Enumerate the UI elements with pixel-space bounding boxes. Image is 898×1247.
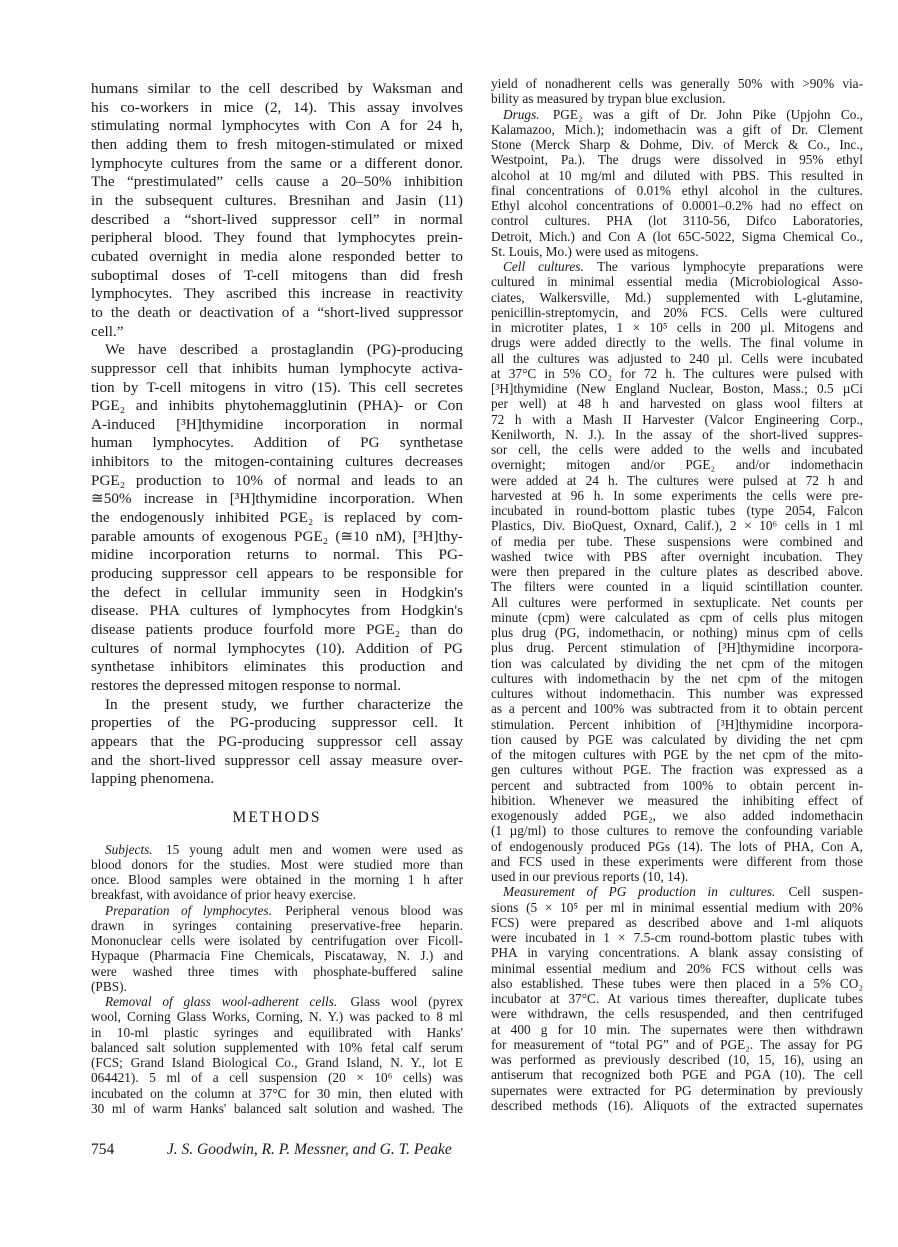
text-line: blood donors for the studies. Most were studied more than — [91, 856, 463, 872]
text-line: also established. These tubes were then placed in a 5% CO₂ — [491, 975, 863, 991]
text-line: midine incorporation returns to normal. This PG- — [91, 546, 463, 564]
text-line: cubated overnight in media alone responded better to — [91, 247, 463, 265]
text-line: overnight; mitogen and/or PGE₂ and/or indomethacin — [491, 457, 863, 473]
section-runin-heading: Measurement of PG production in cultures. — [503, 884, 776, 900]
text-line: disease. PHA cultures of lymphocytes from Hodgkin's — [91, 602, 463, 620]
text-fragment: Glass wool (pyrex — [337, 994, 463, 1010]
text-line: stimulation. Percent inhibition of [³H]thymidine incorpora- — [491, 716, 863, 732]
text-line: breakfast, with avoidance of prior heavy exercise. — [91, 887, 357, 903]
text-line: [³H]thymidine (New England Nuclear, Boston, Mass.; 0.5 µCi — [491, 381, 863, 396]
text-line: synthetase inhibitors eliminates this production and — [91, 658, 463, 676]
text-line: plus drug. Percent stimulation of [³H]thymidine incorpora- — [491, 640, 863, 656]
section-runin-heading: Drugs. — [503, 106, 540, 122]
text-line: were added at 24 h. The cultures were pulsed at 72 h and — [491, 472, 863, 488]
text-line: All cultures were performed in sextuplicate. Net counts per — [491, 594, 863, 610]
section-runin-heading: Cell cultures. — [503, 259, 584, 274]
text-line: ≅50% increase in [³H]thymidine incorporation. When — [91, 490, 463, 508]
text-line: Westpoint, Pa.). The drugs were dissolved in 95% ethyl — [491, 152, 863, 168]
text-line: at 400 g for 10 min. The supernates were then withdrawn — [491, 1021, 863, 1037]
text-line: Hypaque (Pharmacia Fine Chemicals, Piscataway, N. J.) and — [91, 948, 463, 964]
text-line: lymphocytes. They ascribed this increase in reactivity — [91, 285, 463, 303]
text-line: (PBS). — [91, 978, 127, 994]
text-line: washed twice with PBS after overnight incubation. They — [491, 548, 863, 564]
text-line: and FCS used in these experiments were different from those — [491, 853, 863, 869]
text-line: used in our previous reports (10, 14). — [491, 869, 689, 884]
page-footer — [91, 1141, 452, 1159]
text-fragment: 15 young adult men and women were used as — [152, 841, 463, 857]
text-fragment: Cell suspen- — [775, 884, 863, 900]
section-runin-heading: Subjects. — [105, 841, 153, 857]
text-line: drugs were added directly to the wells. The final volume in — [491, 335, 863, 351]
text-line: disease patients produce fourfold more PGE₂ than do — [91, 621, 463, 639]
text-line: FCS) were prepared as described above and 1-ml aliquots — [491, 914, 863, 930]
text-line: properties of the PG-producing suppressor cell. It — [91, 714, 463, 732]
text-line: A-induced [³H]thymidine incorporation in normal — [91, 415, 463, 433]
text-line: in 10-ml plastic syringes and equilibrated with Hanks' — [91, 1024, 463, 1040]
text-line: of media per tube. These suspensions were combined and — [491, 533, 863, 549]
text-line: for measurement of “total PG” and of PGE₂. The assay for PG — [491, 1036, 863, 1052]
text-line: tion was calculated by dividing the net cpm of the mitogen — [491, 655, 863, 671]
text-line: tion caused by PGE was calculated by dividing the net cpm — [491, 731, 863, 747]
text-line: human lymphocytes. Addition of PG synthetase — [91, 434, 463, 452]
text-line: drawn in syringes containing preservative-free heparin. — [91, 917, 463, 933]
text-line: The “prestimulated” cells cause a 20–50% inhibition — [91, 173, 463, 191]
drugs-paragraph — [491, 107, 863, 260]
text-line: was performed as previously described (10, 15, 16), using an — [491, 1052, 863, 1067]
text-line: Mononuclear cells were isolated by centrifugation over Ficoll- — [91, 933, 463, 949]
text-line: final concentrations of 0.01% ethyl alcohol in the cultures. — [491, 182, 863, 198]
text-line: bility as measured by trypan blue exclusion. — [491, 91, 726, 107]
preparation-paragraph — [91, 903, 463, 995]
text-line: harvested at 96 h. In some experiments the cells were pre- — [491, 487, 863, 503]
text-line: balanced salt solution supplemented with 10% fetal calf serum — [91, 1039, 463, 1055]
text-line: plus drug (PG, indomethacin, or nothing) minus cpm of cells — [491, 625, 863, 640]
measurement-paragraph — [491, 884, 863, 1113]
text-line: stimulating normal lymphocytes with Con A for 24 h, — [91, 117, 463, 135]
text-line: were washed three times with phosphate-buffered saline — [91, 963, 463, 979]
text-line: were incubated in 1 × 7.5-cm round-bottom plastic tubes with — [491, 930, 863, 945]
text-fragment: The various lymphocyte preparations were — [583, 259, 863, 274]
intro-paragraph-1 — [91, 80, 463, 341]
text-line: Kalamazoo, Mich.); indomethacin was a gift of Dr. Clement — [491, 121, 863, 137]
running-authors: J. S. Goodwin, R. P. Messner, and G. T. Peake — [166, 1141, 452, 1158]
text-line — [491, 259, 863, 274]
text-line: sor cell, the cells were added to the wells and incubated — [491, 442, 863, 457]
text-line: per well) at 48 h and harvested on glass wool filters at — [491, 396, 863, 412]
continuation-paragraph — [491, 76, 863, 107]
text-line: Detroit, Mich.) and Con A (lot 65C-5022, Sigma Chemical Co., — [491, 228, 863, 244]
text-line: supernates were extracted for PG determination by previously — [491, 1082, 863, 1098]
text-line: Plastics, Div. BioQuest, Oxnard, Calif.), 2 × 10⁶ cells in 1 ml — [491, 518, 863, 534]
text-line: Kenilworth, N. J.). In the assay of the short-lived suppres- — [491, 426, 863, 442]
text-line: cultured in minimal essential media (Microbiological Asso- — [491, 274, 863, 290]
text-line: in microtiter plates, 1 × 10⁵ cells in 200 µl. Mitogens and — [491, 320, 863, 335]
text-line: Ethyl alcohol concentrations of 0.0001–0.2% had no effect on — [491, 198, 863, 213]
text-line: appears that the PG-producing suppressor cell assay — [91, 732, 463, 750]
right-column — [491, 76, 863, 1113]
text-line: and the short-lived suppressor cell assay measure over- — [91, 751, 463, 769]
text-line: 30 ml of warm Hanks' balanced salt solution and washed. The — [91, 1100, 463, 1116]
text-line: minimal essential medium and 20% FCS without cells was — [491, 960, 863, 976]
text-line: were then prepared in the culture plates as described above. — [491, 564, 863, 579]
text-line: cultures of normal lymphocytes (10). Addition of PG — [91, 639, 463, 657]
text-line: 064421). 5 ml of a cell suspension (20 × 10⁶ cells) was — [91, 1070, 463, 1086]
text-line: were withdrawn, the cells resuspended, and then centrifuged — [491, 1006, 863, 1022]
text-line: humans similar to the cell described by Waksman and — [91, 80, 463, 97]
text-line: as a percent and 100% was subtracted from it to obtain percent — [491, 701, 863, 717]
text-line: Stone (Merck Sharp & Dohme, Div. of Merck & Co., Inc., — [491, 137, 863, 152]
text-line — [91, 903, 463, 918]
text-line: We have described a prostaglandin (PG)-producing — [105, 341, 463, 359]
text-line — [491, 884, 863, 899]
text-line: PHA in varying concentrations. A blank assay consisting of — [491, 945, 863, 961]
section-runin-heading: Preparation of lymphocytes. — [105, 902, 272, 918]
text-line: tion by T-cell mitogens in vitro (15). This cell secretes — [91, 378, 463, 396]
text-line: gen cultures without PGE. The fraction was expressed as a — [491, 762, 863, 778]
text-line: (1 µg/ml) to those cultures to remove the confounding variable — [491, 823, 863, 839]
text-line — [91, 842, 463, 857]
text-line: percent and subtracted from 100% to obtain percent in- — [491, 777, 863, 793]
text-line: hibition. Whenever we measured the inhibiting effect of — [491, 792, 863, 808]
text-line: exogenously added PGE₂, we also added indomethacin — [491, 808, 863, 823]
text-line: 72 h with a Mash II Harvester (Valcor Engineering Corp., — [491, 411, 863, 427]
text-line: yield of nonadherent cells was generally 50% with >90% via- — [491, 76, 863, 91]
text-line: suboptimal doses of T-cell mitogens than did fresh — [91, 266, 463, 284]
text-line — [91, 994, 463, 1009]
text-line: (FCS; Grand Island Biological Co., Grand Island, N. Y., lot E — [91, 1055, 463, 1071]
text-line: then adding them to fresh mitogen-stimulated or mixed — [91, 135, 463, 153]
text-line: lymphocyte cultures from the same or a different donor. — [91, 154, 463, 172]
text-line: described methods (16). Aliquots of the extracted supernates — [491, 1097, 863, 1113]
text-line: producing suppressor cell appears to be responsible for — [91, 565, 463, 583]
intro-paragraph-2 — [91, 341, 463, 695]
text-line: all the cultures was adjusted to 240 µl. Cells were incubated — [491, 350, 863, 366]
text-line: control cultures. PHA (lot 3110-56, Difco Laboratories, — [491, 213, 863, 229]
text-line: PGE₂ production to 10% of normal and leads to an — [91, 471, 463, 489]
text-line: incubated in round-bottom plastic tubes (type 2054, Falcon — [491, 503, 863, 518]
text-line: the defect in cellular immunity seen in Hodgkin's — [91, 583, 463, 601]
text-line: incubated on the column at 37°C for 30 min, then eluted with — [91, 1085, 463, 1101]
text-line: at 37°C in 5% CO₂ for 72 h. The cultures were pulsed with — [491, 365, 863, 381]
page-number: 754 — [91, 1141, 115, 1158]
text-line: in the subsequent cultures. Bresnihan and Jasin (11) — [91, 191, 463, 209]
text-line: alcohol at 10 mg/ml and diluted with PBS. This resulted in — [491, 167, 863, 183]
text-line: The filters were counted in a liquid scintillation counter. — [491, 579, 863, 595]
text-line: parable amounts of exogenous PGE₂ (≅10 nM), [³H]thy- — [91, 527, 463, 545]
text-line: suppressor cell that inhibits human lymphocyte activa- — [91, 359, 463, 377]
text-line: sions (5 × 10⁵ per ml in minimal essential medium with 20% — [491, 899, 863, 915]
text-line: of endogenously produced PGs (14). The lots of PHA, Con A, — [491, 838, 863, 854]
text-line: described a “short-lived suppressor cell” in normal — [91, 210, 463, 228]
text-line: minute (cpm) were calculated as cpm of cells plus mitogen — [491, 609, 863, 625]
section-runin-heading: Removal of glass wool-adherent cells. — [105, 994, 338, 1010]
text-line: the endogenously inhibited PGE₂ is replaced by com- — [91, 509, 463, 527]
text-line: restores the depressed mitogen response to normal. — [91, 677, 401, 694]
intro-paragraph-3 — [91, 696, 463, 789]
text-line: In the present study, we further characterize the — [105, 695, 463, 713]
text-line: lapping phenomena. — [91, 770, 215, 788]
removal-paragraph — [91, 994, 463, 1116]
text-line: once. Blood samples were obtained in the morning 1 h after — [91, 872, 463, 888]
text-line: cultures with indomethacin by the net cpm of the mitogen — [491, 670, 863, 686]
text-fragment: Peripheral venous blood was — [271, 902, 463, 918]
text-line: cultures without indomethacin. This number was expressed — [491, 686, 863, 701]
text-line: penicillin-streptomycin, and 20% FCS. Cells were cultured — [491, 304, 863, 320]
text-line: of the mitogen cultures with PGE by the net cpm of the mito- — [491, 747, 863, 762]
text-line — [491, 107, 863, 122]
subjects-paragraph — [91, 842, 463, 903]
left-column — [91, 80, 463, 1116]
text-line: incubator at 37°C. At various times thereafter, duplicate tubes — [491, 991, 863, 1006]
cell-cultures-paragraph — [491, 259, 863, 884]
text-line: peripheral blood. They found that lymphocytes prein- — [91, 229, 463, 247]
text-fragment: PGE₂ was a gift of Dr. John Pike (Upjohn Co., — [539, 106, 863, 122]
text-line: to the death or deactivation of a “short-lived suppressor — [91, 303, 463, 321]
text-line: his co-workers in mice (2, 14). This assay involves — [91, 98, 463, 116]
text-line: PGE₂ and inhibits phytohemagglutinin (PHA)- or Con — [91, 397, 463, 415]
text-line: inhibitors to the mitogen-containing cultures decreases — [91, 453, 463, 471]
text-line: St. Louis, Mo.) were used as mitogens. — [491, 243, 699, 259]
text-line: wool, Corning Glass Works, Corning, N. Y.) was packed to 8 ml — [91, 1009, 463, 1025]
methods-heading: METHODS — [232, 808, 322, 826]
text-line: ciates, Walkersville, Md.) supplemented with L-glutamine, — [491, 289, 863, 305]
text-line: antiserum that recognized both PGE and PGA (10). The cell — [491, 1067, 863, 1083]
text-line: cell.” — [91, 322, 124, 340]
